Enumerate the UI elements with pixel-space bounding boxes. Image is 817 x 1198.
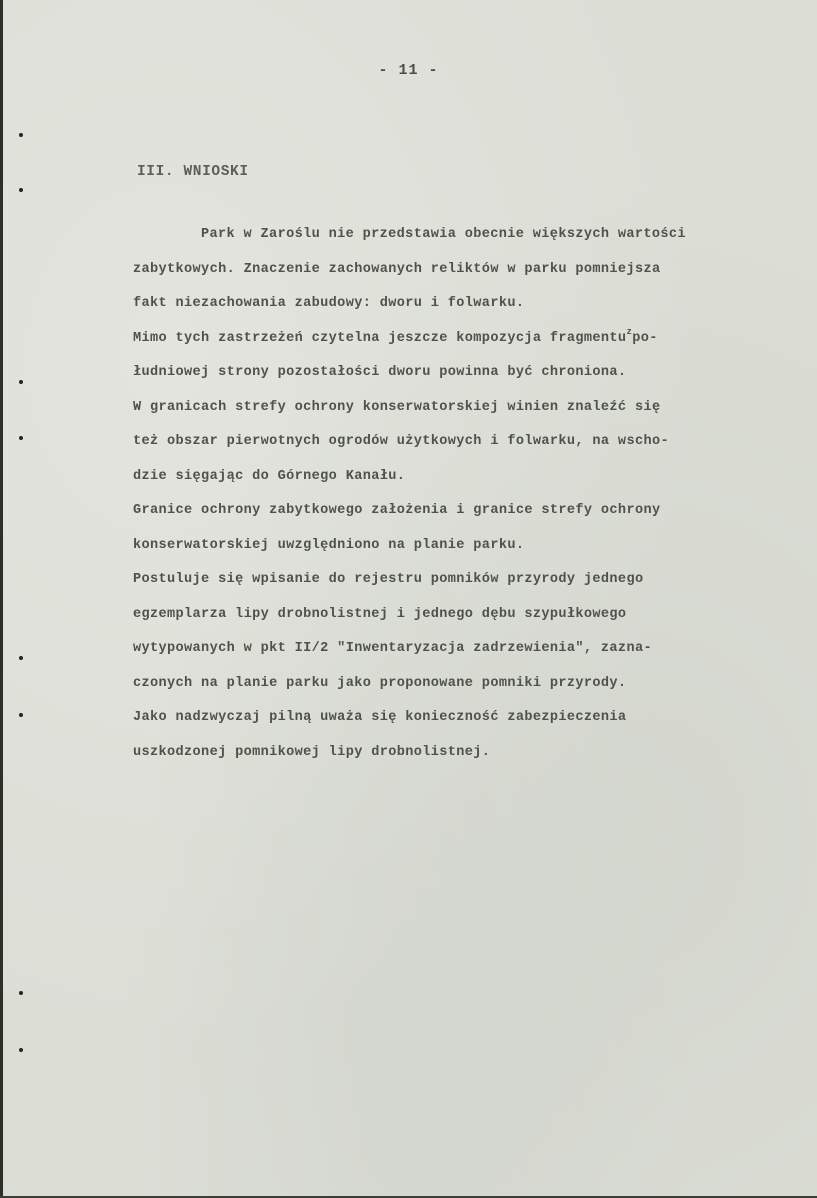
binder-hole-dot — [19, 713, 23, 717]
text-line-main: Mimo tych zastrzeżeń czytelna jeszcze kompozycja fragmentu — [133, 330, 627, 346]
binder-hole-dot — [19, 656, 23, 660]
text-line: zabytkowych. Znaczenie zachowanych reliktów w parku pomniejsza — [133, 261, 661, 277]
text-line: wytypowanych w pkt II/2 "Inwentaryzacja zadrzewienia", zazna- — [133, 641, 652, 656]
text-line: Postuluje się wpisanie do rejestru pomników przyrody jednego — [133, 572, 644, 587]
text-line — [133, 322, 813, 357]
text-line: konserwatorskiej uwzględniono na planie parku. — [133, 537, 525, 553]
text-line: Granice ochrony zabytkowego założenia i granice strefy ochrony — [133, 503, 661, 518]
text-line: dzie sięgając do Górnego Kanału. — [133, 468, 406, 484]
text-line: Jako nadzwyczaj pilną uważa się konieczność zabezpieczenia — [133, 710, 627, 725]
text-line: Park w Zaroślu nie przedstawia obecnie większych wartości — [201, 227, 686, 242]
text-line-suffix: po- — [632, 330, 658, 346]
binder-hole-dot — [19, 188, 23, 192]
text-line: fakt niezachowania zabudowy: dworu i folwarku. — [133, 296, 525, 311]
text-line: egzemplarza lipy drobnolistnej i jednego dębu szypułkowego — [133, 606, 627, 622]
binder-hole-dot — [19, 991, 23, 995]
binder-hole-dot — [19, 1048, 23, 1052]
text-line: też obszar pierwotnych ogrodów użytkowych i folwarku, na wscho- — [133, 434, 669, 449]
binder-hole-dot — [19, 133, 23, 137]
text-line: uszkodzonej pomnikowej lipy drobnolistnej. — [133, 744, 491, 760]
typed-correction-mark: z — [626, 326, 633, 337]
text-line: W granicach strefy ochrony konserwatorskiej winien znaleźć się — [133, 399, 661, 415]
paper-left-edge — [0, 0, 3, 1198]
body-text — [133, 218, 813, 770]
page-number: - 11 - — [378, 62, 439, 79]
section-heading: III. WNIOSKI — [137, 164, 249, 180]
binder-hole-dot — [19, 380, 23, 384]
binder-hole-dot — [19, 436, 23, 440]
text-line: łudniowej strony pozostałości dworu powinna być chroniona. — [133, 365, 627, 380]
text-line: czonych na planie parku jako proponowane pomniki przyrody. — [133, 675, 627, 691]
